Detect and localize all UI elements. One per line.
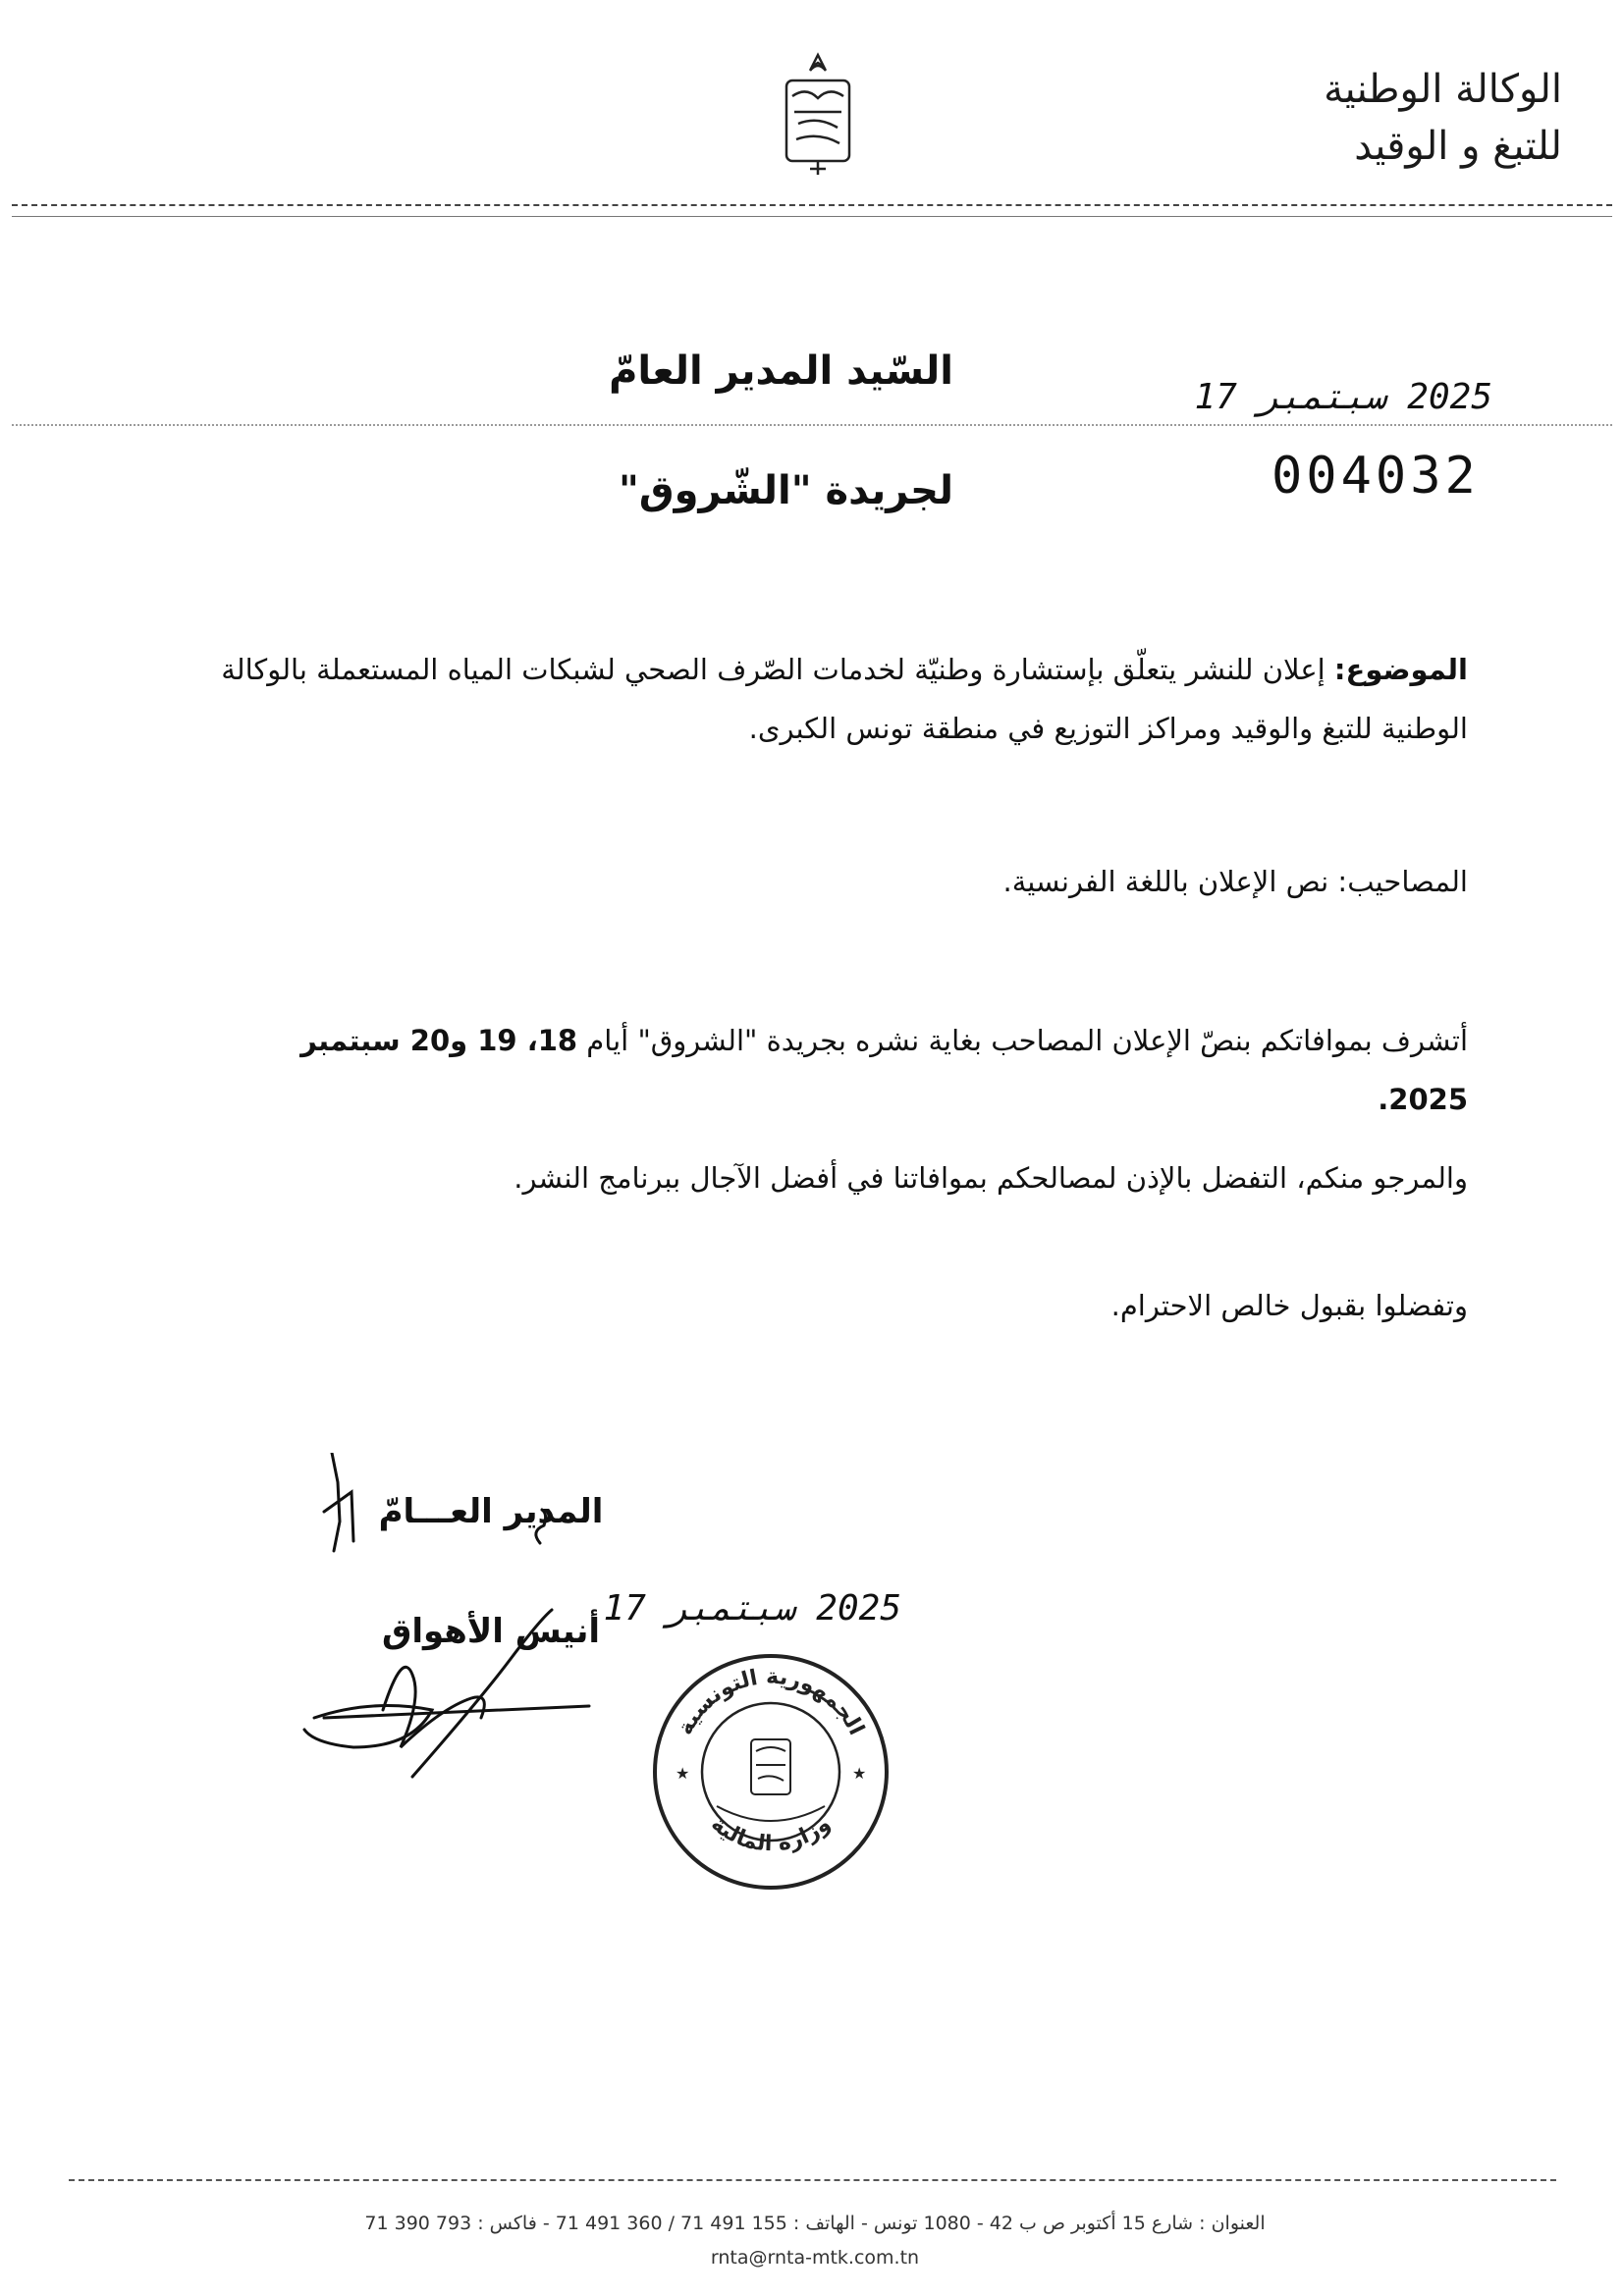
footer-divider: [69, 2179, 1556, 2181]
signer-name: أنيس الأهواق: [381, 1612, 601, 1651]
signer-title: المدير العـــامّ: [378, 1492, 604, 1531]
attachments-text: نص الإعلان باللغة الفرنسية.: [1002, 865, 1329, 898]
recipient-block: [364, 342, 953, 520]
closing-line: وتفضلوا بقبول خالص الاحترام.: [1110, 1289, 1468, 1322]
attachments-label: المصاحيب:: [1337, 865, 1468, 898]
signature-date: 2025 سبتمبر 17: [603, 1588, 901, 1629]
agency-emblem-icon: [771, 51, 865, 179]
body-paragraph-2: والمرجو منكم، التفضل بالإذن لمصالحكم بموافاتنا في أفضل الآجال ببرنامج النشر.: [514, 1161, 1468, 1195]
issue-date: 2025 سبتمبر 17: [1194, 377, 1492, 417]
dotted-separator: [12, 424, 1612, 426]
subject-label: الموضوع:: [1333, 653, 1468, 686]
svg-text:★: ★: [676, 1764, 690, 1783]
recipient-title: السّيد المدير العامّ: [609, 348, 953, 394]
header-divider: [12, 204, 1612, 206]
handwritten-signature-icon: [295, 1453, 609, 1806]
publication-dates: 18، 19 و20 سبتمبر 2025.: [300, 1024, 1468, 1116]
org-name-line1: الوكالة الوطنية: [1324, 67, 1562, 112]
header-divider-secondary: [12, 216, 1612, 217]
official-stamp-icon: [648, 1649, 893, 1895]
organization-name: [1209, 61, 1562, 175]
footer-email: rnta@rnta-mtk.com.tn: [710, 2247, 920, 2269]
paragraph-1-text: أتشرف بموافاتكم بنصّ الإعلان المصاحب بغاية نشره بجريدة "الشروق" أيام: [577, 1024, 1468, 1057]
svg-text:★: ★: [852, 1764, 867, 1783]
svg-text:وزارة المالية: وزارة المالية: [706, 1811, 836, 1857]
footer-address: العنوان : شارع 15 أكتوبر ص ب 42 - 1080 تونس - الهاتف : 155 491 71 / 360 491 71 - فاكس : 793 390 71: [364, 2213, 1266, 2234]
subject-text: إعلان للنشر يتعلّق بإستشارة وطنيّة لخدمات الصّرف الصحي لشبكات المياه المستعملة بالوكالة الوطنية للتبغ والوقيد ومراكز التوزيع في منطقة تونس الكبرى.: [221, 653, 1468, 745]
reference-number: 004032: [1271, 447, 1480, 506]
svg-text:الجمهورية التونسية: الجمهورية التونسية: [673, 1664, 869, 1739]
recipient-newspaper: لجريدة "الشّروق": [618, 468, 953, 513]
attachments-line: [201, 852, 1468, 911]
subject-line: [201, 640, 1468, 758]
org-name-line2: للتبغ و الوقيد: [1354, 124, 1562, 169]
body-paragraph-1: [201, 1011, 1468, 1129]
